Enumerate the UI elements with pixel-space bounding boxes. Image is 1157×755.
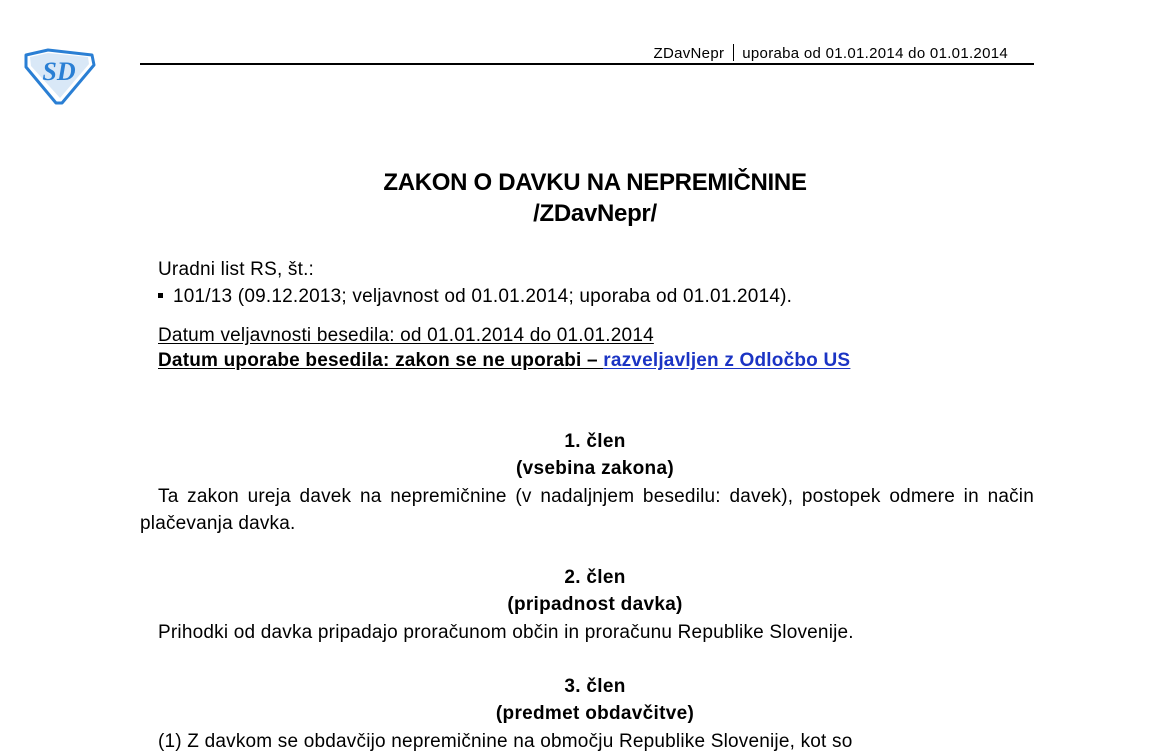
annulled-link[interactable]: razveljavljen z Odločbo US [603, 350, 851, 371]
article-3-number: 3. člen [564, 676, 626, 697]
article-2-body: Prihodki od davka pripadajo proračunom občin in proračunu Republike Slovenije. [158, 622, 854, 643]
usage-date [158, 350, 850, 372]
article-2-text [140, 619, 1034, 646]
article-2-number: 2. člen [564, 567, 626, 588]
title-line-1: ZAKON O DAVKU NA NEPREMIČNINE [383, 169, 807, 196]
header-usage: uporaba od 01.01.2014 do 01.01.2014 [742, 45, 1008, 62]
page-header [140, 44, 1034, 65]
logo [22, 47, 96, 105]
article-3-body: (1) Z davkom se obdavčijo nepremičnine na območju Republike Slovenije, kot so [158, 731, 853, 752]
bullet-icon [158, 293, 163, 298]
svg-text:SD: SD [42, 57, 76, 86]
article-3-title: (predmet obdavčitve) [495, 703, 695, 724]
header-abbr: ZDavNepr [653, 45, 725, 62]
article-1-text [140, 483, 1034, 537]
validity-date: Datum veljavnosti besedila: od 01.01.2014 do 01.01.2014 [158, 325, 654, 346]
article-1-body: Ta zakon ureja davek na nepremičnine (v nadaljnjem besedilu: davek), postopek odmere in način plačevanja davka. [140, 486, 1034, 534]
gazette-label: Uradni list RS, št.: [158, 259, 315, 280]
gazette-entry [158, 286, 792, 308]
article-1-number: 1. člen [564, 431, 626, 452]
article-3-text [140, 728, 1034, 755]
gazette-entry-text: 101/13 (09.12.2013; veljavnost od 01.01.2014; uporaba od 01.01.2014). [173, 286, 793, 307]
usage-date-prefix: Datum uporabe besedila: zakon se ne uporabi – [158, 350, 604, 371]
header-separator [733, 44, 734, 61]
document-title [140, 167, 1050, 229]
article-1-title: (vsebina zakona) [516, 458, 674, 479]
shield-logo-icon [22, 47, 96, 105]
article-2-title: (pripadnost davka) [507, 594, 683, 615]
title-line-2: /ZDavNepr/ [533, 200, 657, 227]
